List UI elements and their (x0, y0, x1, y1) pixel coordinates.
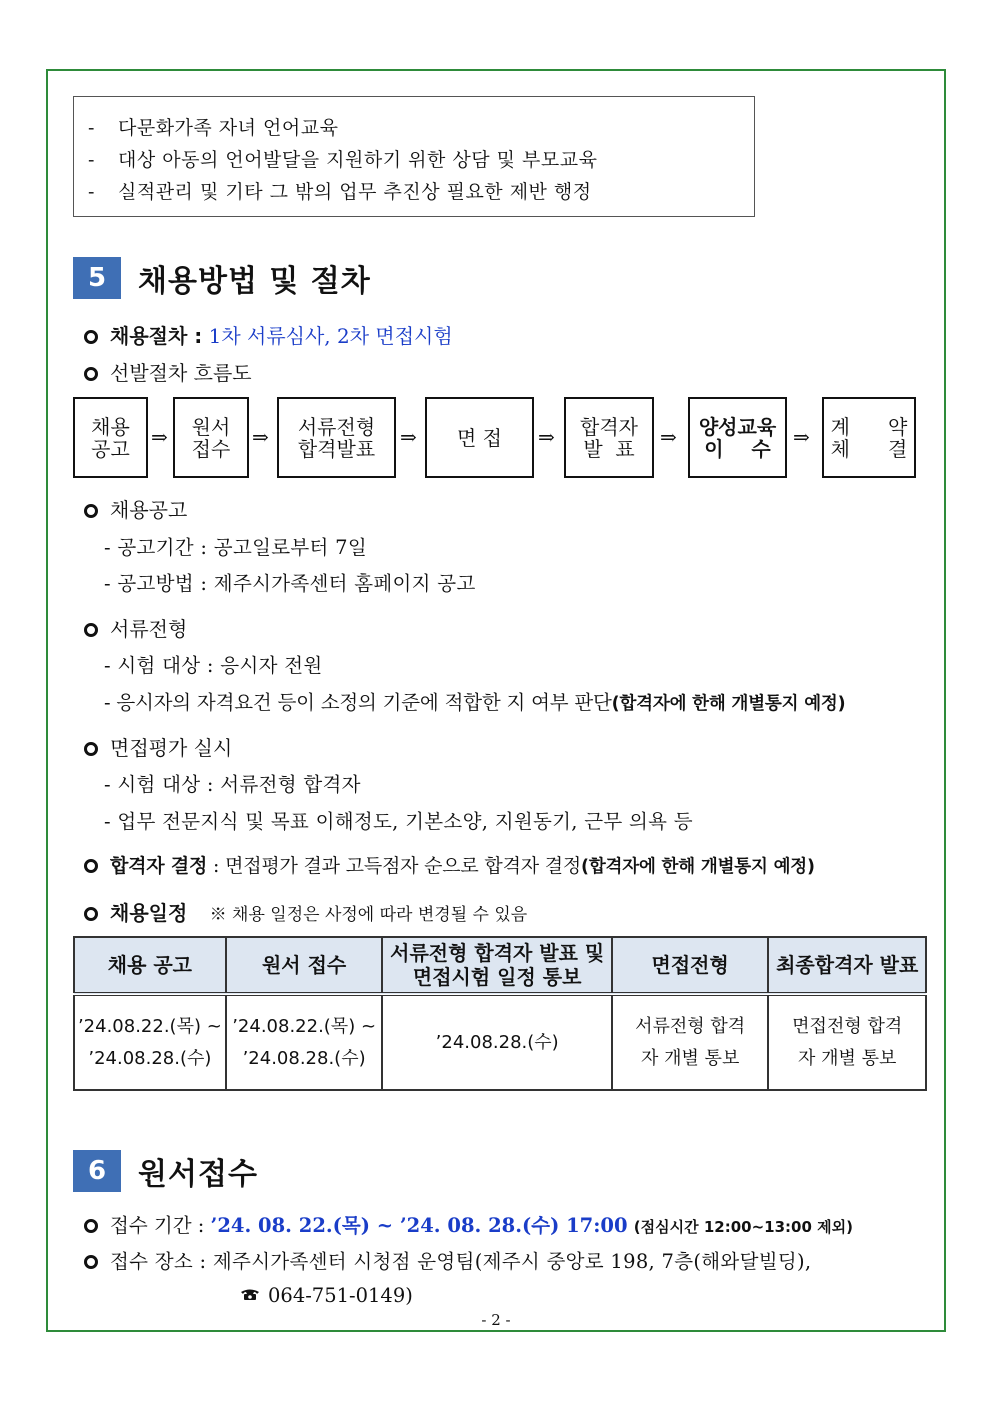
flow-arrow-icon: ⇒ (252, 425, 269, 449)
circle-bullet-icon (84, 330, 98, 344)
circle-bullet-icon (84, 907, 98, 921)
flow-label: 선발절차 흐름도 (84, 357, 252, 386)
schedule-table (73, 936, 927, 1091)
period-line: 접수 기간 : ’24. 08. 22.(목) ~ ’24. 08. 28.(수) 17:00 (점심시간 12:00~13:00 제외) (84, 1210, 853, 1238)
table-row (74, 994, 926, 1090)
flow-step: 서류전형 합격발표 (277, 397, 396, 478)
notice-item: - 공고기간 : 공고일로부터 7일 (104, 536, 367, 559)
flow-step: 계 약 체 결 (822, 397, 916, 478)
duty-item: - 대상 아동의 언어발달을 지원하기 위한 상담 및 부모교육 (88, 149, 598, 171)
flow-arrow-icon: ⇒ (400, 425, 417, 449)
circle-bullet-icon (84, 742, 98, 756)
duty-item: - 다문화가족 자녀 언어교육 (88, 117, 339, 139)
section-number: 5 (73, 257, 121, 299)
document-heading: 서류전형 (84, 613, 187, 642)
table-header: 최종합격자 발표 (768, 937, 926, 994)
circle-bullet-icon (84, 1255, 98, 1269)
flow-arrow-icon: ⇒ (151, 425, 168, 449)
table-cell: 서류전형 합격자 개별 통보 (612, 994, 769, 1090)
circle-bullet-icon (84, 623, 98, 637)
telephone-icon (240, 1283, 260, 1296)
procedure-line: 채용절차 : 1차 서류심사, 2차 면접시험 (84, 320, 453, 349)
table-header: 원서 접수 (226, 937, 383, 994)
flow-arrow-icon: ⇒ (660, 425, 677, 449)
place-line: 접수 장소 : 제주시가족센터 시청점 운영팀(제주시 중앙로 198, 7층(해와달빌딩), (84, 1246, 811, 1274)
page-number: - 2 - (481, 1311, 511, 1329)
table-header: 서류전형 합격자 발표 및 면접시험 일정 통보 (382, 937, 611, 994)
circle-bullet-icon (84, 367, 98, 381)
table-cell: ’24.08.22.(목) ~ ’24.08.28.(수) (74, 994, 226, 1090)
duty-item: - 실적관리 및 기타 그 밖의 업무 추진상 필요한 제반 행정 (88, 181, 592, 203)
document-item: - 응시자의 자격요건 등이 소정의 기준에 적합한 지 여부 판단(합격자에 한해 개별통지 예정) (104, 691, 846, 714)
interview-item: - 업무 전문지식 및 목표 이해정도, 기본소양, 지원동기, 근무 의욕 등 (104, 810, 693, 833)
interview-item: - 시험 대상 : 서류전형 합격자 (104, 773, 361, 796)
schedule-heading: 채용일정 ※ 채용 일정은 사정에 따라 변경될 수 있음 (84, 897, 527, 926)
schedule-note: ※ 채용 일정은 사정에 따라 변경될 수 있음 (209, 905, 528, 925)
interview-heading: 면접평가 실시 (84, 732, 232, 761)
flow-arrow-icon: ⇒ (793, 425, 810, 449)
flow-step: 채용 공고 (73, 397, 148, 478)
circle-bullet-icon (84, 1219, 98, 1233)
document-item: - 시험 대상 : 응시자 전원 (104, 654, 323, 677)
table-header-row (74, 937, 926, 994)
phone-line: 064-751-0149) (240, 1283, 413, 1307)
circle-bullet-icon (84, 504, 98, 518)
flow-step: 양성교육 이 수 (688, 397, 787, 478)
table-cell: 면접전형 합격자 개별 통보 (768, 994, 926, 1090)
section-number: 6 (73, 1150, 121, 1192)
notice-heading: 채용공고 (84, 494, 187, 523)
flow-step: 면 접 (425, 397, 534, 478)
flow-arrow-icon: ⇒ (538, 425, 555, 449)
table-cell: ’24.08.22.(목) ~ ’24.08.28.(수) (226, 994, 383, 1090)
notice-item: - 공고방법 : 제주시가족센터 홈페이지 공고 (104, 572, 476, 595)
table-header: 채용 공고 (74, 937, 226, 994)
duties-box (73, 96, 755, 217)
section-title: 채용방법 및 절차 (138, 264, 371, 299)
section-title: 원서접수 (138, 1157, 258, 1192)
table-cell: ’24.08.28.(수) (382, 994, 611, 1090)
circle-bullet-icon (84, 859, 98, 873)
decision-line: 합격자 결정 : 면접평가 결과 고득점자 순으로 합격자 결정(합격자에 한해 개별통지 예정) (84, 851, 815, 878)
flow-step: 원서 접수 (173, 397, 249, 478)
table-header: 면접전형 (612, 937, 769, 994)
flow-step: 합격자 발 표 (564, 397, 654, 478)
